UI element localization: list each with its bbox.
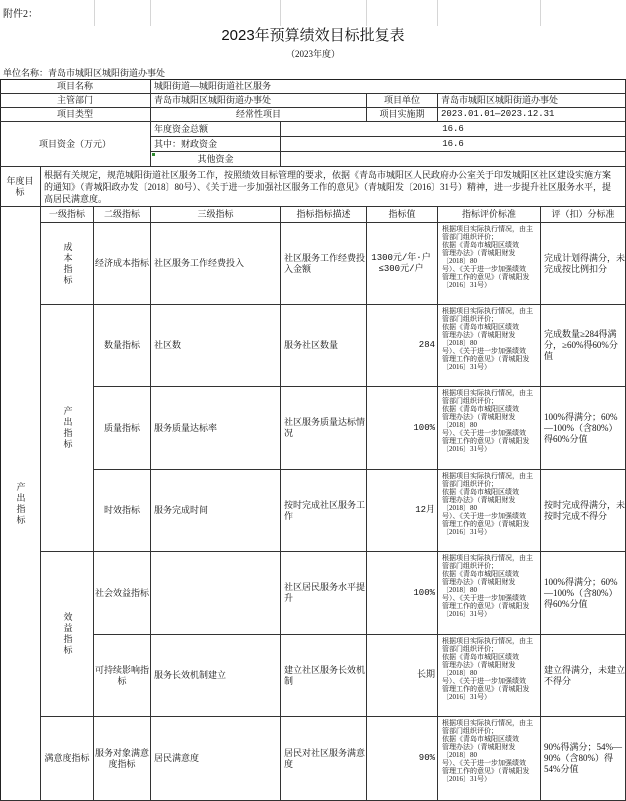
row-6-desc: 居民对社区服务满意度 (281, 717, 367, 801)
type-value: 经常性项目 (151, 108, 367, 122)
level1-cost-text: 成本指标 (62, 241, 73, 286)
row-2-desc: 社区服务质量达标情况 (281, 387, 367, 470)
funds-other-value (281, 152, 626, 167)
level2-sustain: 可持续影响指标 (94, 635, 151, 717)
header-standard: 指标评价标准 (438, 207, 541, 223)
row-2-l3: 服务质量达标率 (151, 387, 281, 470)
row-4-value: 100% (367, 552, 438, 635)
row-3-score: 按时完成得满分，未按时完成不得分 (541, 470, 626, 552)
level1-satisfaction: 满意度指标 (41, 717, 94, 801)
level1-output (41, 305, 94, 552)
cell-marker (152, 153, 155, 156)
level1-output-text: 产出指标 (62, 406, 73, 450)
row-6-value: 90% (367, 717, 438, 801)
row-6-score: 90%得满分；54%—90%（含80%）得54%分值 (541, 717, 626, 801)
row-6-standard: 根据项目实际执行情况，由主管部门组织评价； 依据《青岛市城阳区绩效 管理办法》（青城阳财发〔2018〕80 号）、《关于进一步加强绩效 管理工作的意见》（青城阳发 〔2016〕31号） (438, 717, 541, 801)
header-score: 评（扣）分标准 (541, 207, 626, 223)
header-level2: 二级指标 (94, 207, 151, 223)
header-level3: 三级指标 (151, 207, 281, 223)
row-4-desc: 社区居民服务水平提升 (281, 552, 367, 635)
funds-fiscal-label: 其中：财政资金 (151, 137, 281, 152)
grid-line (94, 0, 95, 26)
header-value: 指标值 (367, 207, 438, 223)
unit-value: 青岛市城阳区城阳街道办事处 (438, 94, 626, 108)
row-2-value: 100% (367, 387, 438, 470)
row-1-score: 完成数量≥284得满分，≥60%得60%分值 (541, 305, 626, 387)
funds-total-label: 年度资金总额 (151, 122, 281, 137)
unit-name-label: 单位名称：青岛市城阳区城阳街道办事处 (3, 68, 166, 78)
row-0-value: 1300元/年·户≤300元/户 (367, 223, 438, 305)
level1-cost (41, 223, 94, 305)
level2-timeliness: 时效指标 (94, 470, 151, 552)
row-4-score: 100%得满分；60%—100%（含80%）得60%分值 (541, 552, 626, 635)
dept-value: 青岛市城阳区城阳街道办事处 (151, 94, 367, 108)
row-0-desc: 社区服务工作经费投入金额 (281, 223, 367, 305)
grid-line (437, 0, 438, 26)
funds-label: 项目资金（万元） (0, 122, 151, 167)
row-3-l3: 服务完成时间 (151, 470, 281, 552)
grid-line (366, 0, 367, 26)
unit-label: 项目单位 (367, 94, 438, 108)
performance-indicator-text: 产出指标 (15, 481, 26, 526)
row-1-value: 284 (367, 305, 438, 387)
level2-quantity: 数量指标 (94, 305, 151, 387)
row-5-standard: 根据项目实际执行情况，由主管部门组织评价； 依据《青岛市城阳区绩效 管理办法》（青城阳财发〔2018〕80 号）、《关于进一步加强绩效 管理工作的意见》（青城阳发 〔2016〕31号） (438, 635, 541, 717)
row-1-standard: 根据项目实际执行情况，由主管部门组织评价； 依据《青岛市城阳区绩效 管理办法》（青城阳财发〔2018〕80 号）、《关于进一步加强绩效 管理工作的意见》（青城阳发 〔2016〕31号） (438, 305, 541, 387)
row-3-desc: 按时完成社区服务工作 (281, 470, 367, 552)
row-4-standard: 根据项目实际执行情况，由主管部门组织评价； 依据《青岛市城阳区绩效 管理办法》（青城阳财发〔2018〕80 号）、《关于进一步加强绩效 管理工作的意见》（青城阳发 〔2016〕31号） (438, 552, 541, 635)
row-2-standard: 根据项目实际执行情况，由主管部门组织评价； 依据《青岛市城阳区绩效 管理办法》（青城阳财发〔2018〕80 号）、《关于进一步加强绩效 管理工作的意见》（青城阳发 〔2016〕31号） (438, 387, 541, 470)
page-subtitle: （2023年度） (285, 49, 340, 59)
level2-row-0: 经济成本指标 (94, 223, 151, 305)
grid-line (280, 0, 281, 26)
level2-service: 服务对象满意度指标 (94, 717, 151, 801)
header-level1: 一级指标 (41, 207, 94, 223)
row-4-l3 (151, 552, 281, 635)
row-2-score: 100%得满分；60%—100%（含80%）得60%分值 (541, 387, 626, 470)
performance-indicator-label (0, 207, 41, 801)
row-1-desc: 服务社区数量 (281, 305, 367, 387)
goal-label: 年度目标 (0, 167, 41, 207)
dept-label: 主管部门 (0, 94, 151, 108)
row-5-value: 长期 (367, 635, 438, 717)
type-label: 项目类型 (0, 108, 151, 122)
row-5-score: 建立得满分，未建立不得分 (541, 635, 626, 717)
period-label: 项目实施期 (367, 108, 438, 122)
row-6-l3: 居民满意度 (151, 717, 281, 801)
level2-social: 社会效益指标 (94, 552, 151, 635)
page-title: 2023年预算绩效目标批复表 (221, 27, 405, 44)
attachment-label: 附件2： (3, 9, 38, 20)
row-0-standard: 根据项目实际执行情况，由主管部门组织评价； 依据《青岛市城阳区绩效 管理办法》（青城阳财发〔2018〕80 号）、《关于进一步加强绩效 管理工作的意见》（青城阳发 〔2016〕31号） (438, 223, 541, 305)
grid-line (540, 0, 541, 26)
goal-text: 根据有关规定，规范城阳街道社区服务工作，按照绩效目标管理的要求，依据《青岛市城阳区人民政府办公室关于印发城阳区社区建设实施方案的通知》（青城阳政办发〔2018〕80号）、《关于进一步加强社区服务工作的意见》（青城阳发〔2016〕31号）精神，进一步提升社区服务水平，提高居民满意度。 (41, 167, 626, 207)
header-desc: 指标指标描述 (281, 207, 367, 223)
row-0-l3: 社区服务工作经费投入 (151, 223, 281, 305)
row-3-value: 12月 (367, 470, 438, 552)
row-5-l3: 服务长效机制建立 (151, 635, 281, 717)
row-0-score: 完成计划得满分，未完成按比例扣分 (541, 223, 626, 305)
level1-effect-text: 效益指标 (62, 612, 73, 656)
row-5-desc: 建立社区服务长效机制 (281, 635, 367, 717)
level2-quality: 质量指标 (94, 387, 151, 470)
row-1-l3: 社区数 (151, 305, 281, 387)
grid-line (150, 0, 151, 26)
period-value: 2023.01.01—2023.12.31 (438, 108, 626, 122)
row-3-standard: 根据项目实际执行情况，由主管部门组织评价； 依据《青岛市城阳区绩效 管理办法》（青城阳财发〔2018〕80 号）、《关于进一步加强绩效 管理工作的意见》（青城阳发 〔2016〕31号） (438, 470, 541, 552)
funds-fiscal-value: 16.6 (281, 137, 626, 152)
project-name-value: 城阳街道—城阳街道社区服务 (151, 80, 626, 94)
level1-effect (41, 552, 94, 717)
funds-total-value: 16.6 (281, 122, 626, 137)
project-name-label: 项目名称 (0, 80, 151, 94)
funds-other-label: 其他资金 (151, 152, 281, 167)
